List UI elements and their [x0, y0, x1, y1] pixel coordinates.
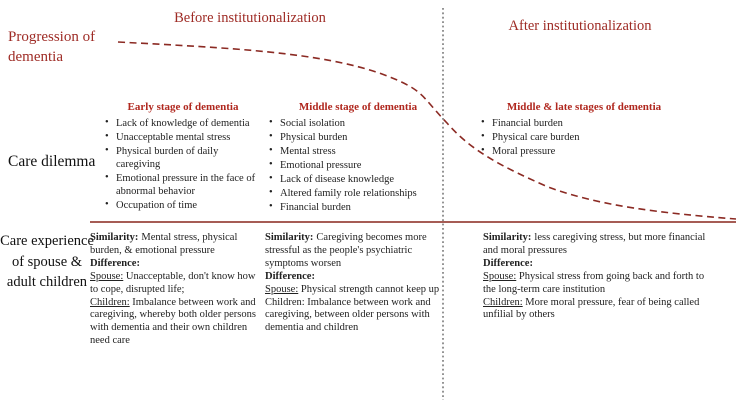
difference-label: Difference:	[90, 257, 140, 269]
children-text: More moral pressure, fear of being called unfilial by others	[483, 296, 700, 321]
list-item: • Lack of disease knowledge	[266, 173, 450, 186]
list-item: • Financial burden	[478, 117, 690, 130]
experience-after-block	[483, 232, 717, 322]
list-item: • Physical burden of daily caregiving	[102, 145, 264, 171]
children-label: Children:	[265, 296, 305, 308]
children-label: Children:	[90, 296, 130, 308]
similarity-label: Similarity:	[265, 232, 314, 243]
list-item: • Social isolation	[266, 117, 450, 130]
row-label-progression-of-dementia: Progression of dementia	[8, 29, 96, 66]
list-item: • Mental stress	[266, 145, 450, 158]
middle-stage-column	[266, 101, 450, 215]
difference-label: Difference:	[483, 257, 533, 269]
experience-before-early-block	[90, 232, 265, 348]
spouse-text: Unacceptable, don't know how to cope, disrupted life;	[90, 270, 256, 295]
experience-before-middle-block	[265, 232, 453, 335]
list-item: • Physical care burden	[478, 131, 690, 144]
children-label: Children:	[483, 296, 523, 308]
list-item: • Emotional pressure	[266, 159, 450, 172]
children-text: Imbalance between work and caregiving, whereby both older persons with dementia and their own children need care	[90, 296, 256, 347]
spouse-label: Spouse:	[90, 270, 124, 282]
middle-late-stage-column	[478, 101, 690, 159]
list-item: • Unacceptable mental stress	[102, 131, 264, 144]
list-item: • Emotional pressure in the face of abnormal behavior	[102, 172, 264, 198]
list-item: • Financial burden	[266, 201, 450, 214]
spouse-label: Spouse:	[265, 283, 299, 295]
list-item: • Lack of knowledge of dementia	[102, 117, 264, 130]
similarity-text: less caregiving stress, but more financial and moral pressures	[483, 232, 706, 256]
list-item: • Physical burden	[266, 131, 450, 144]
list-item: • Moral pressure	[478, 145, 690, 158]
children-text: Imbalance between work and caregiving, between older persons with dementia and children	[265, 296, 431, 334]
spouse-label: Spouse:	[483, 270, 517, 282]
similarity-label: Similarity:	[483, 232, 532, 243]
similarity-label: Similarity:	[90, 232, 139, 243]
after-institutionalization-title: After institutionalization	[508, 18, 652, 34]
middle-late-stage-header: Middle & late stages of dementia	[506, 101, 662, 113]
before-institutionalization-title: Before institutionalization	[174, 10, 326, 26]
early-stage-header: Early stage of dementia	[127, 101, 239, 113]
early-stage-column	[102, 101, 264, 213]
row-label-care-experience: Care experience of spouse & adult children	[0, 233, 94, 291]
spouse-text: Physical stress from going back and forth to the long-term care institution	[483, 270, 705, 295]
middle-stage-list	[266, 117, 450, 214]
middle-late-stage-list	[478, 117, 690, 158]
similarity-text: Mental stress, physical burden, & emotional pressure	[90, 232, 238, 256]
difference-label: Difference:	[265, 270, 315, 282]
spouse-text: Physical strength cannot keep up	[300, 283, 440, 295]
early-stage-list	[102, 117, 264, 212]
list-item: • Occupation of time	[102, 199, 264, 212]
middle-stage-header: Middle stage of dementia	[298, 101, 418, 113]
similarity-text: Caregiving becomes more stressful as the people's psychiatric symptoms worsen	[265, 232, 427, 269]
row-label-care-dilemma: Care dilemma	[8, 153, 96, 170]
list-item: • Altered family role relationships	[266, 187, 450, 200]
